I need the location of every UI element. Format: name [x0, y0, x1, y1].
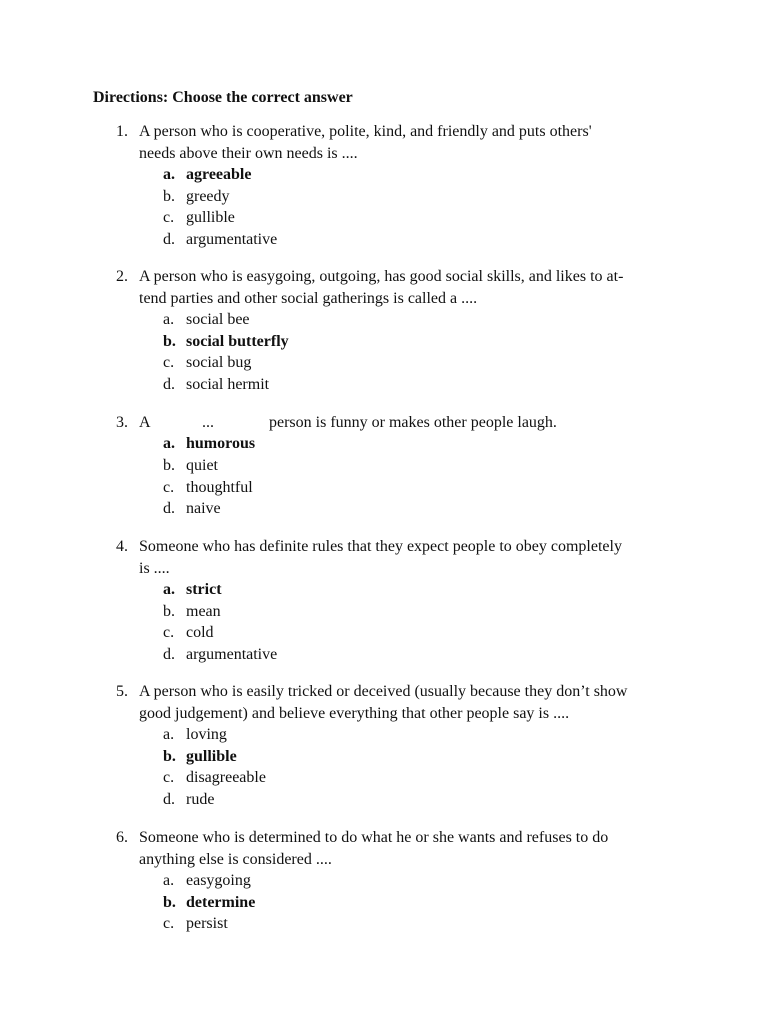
option-letter: a.: [163, 581, 175, 598]
option-letter: a.: [163, 311, 175, 328]
option-3a[interactable]: [0, 433, 768, 455]
option-letter: c.: [163, 354, 175, 371]
option-text: thoughtful: [186, 479, 253, 496]
option-1b[interactable]: [0, 186, 768, 208]
option-4c[interactable]: [0, 622, 768, 644]
option-4d[interactable]: [0, 644, 768, 666]
question-number: 1.: [116, 123, 128, 140]
option-2d[interactable]: [0, 374, 768, 396]
question-number: 6.: [116, 829, 128, 846]
option-text: loving: [186, 726, 227, 743]
option-text: social butterfly: [186, 333, 289, 350]
option-text: disagreeable: [186, 769, 266, 786]
question-text-line: good judgement) and believe everything that other people say is ....: [139, 705, 570, 722]
option-6c[interactable]: [0, 913, 768, 935]
question-number: 4.: [116, 538, 128, 555]
option-1c[interactable]: [0, 207, 768, 229]
option-text: gullible: [186, 209, 235, 226]
question-text-line: needs above their own needs is ....: [139, 145, 358, 162]
option-2b[interactable]: [0, 331, 768, 353]
answer-blank: ...: [202, 414, 214, 431]
option-text: quiet: [186, 457, 218, 474]
option-letter: b.: [163, 333, 176, 350]
option-letter: c.: [163, 479, 175, 496]
option-2a[interactable]: [0, 309, 768, 331]
option-5a[interactable]: [0, 724, 768, 746]
option-5d[interactable]: [0, 789, 768, 811]
option-letter: a.: [163, 726, 175, 743]
option-6b[interactable]: [0, 892, 768, 914]
option-letter: d.: [163, 791, 175, 808]
option-5c[interactable]: [0, 767, 768, 789]
option-text: determine: [186, 894, 256, 911]
option-2c[interactable]: [0, 352, 768, 374]
option-text: argumentative: [186, 231, 278, 248]
option-letter: d.: [163, 646, 175, 663]
option-3c[interactable]: [0, 477, 768, 499]
option-letter: a.: [163, 166, 175, 183]
option-text: gullible: [186, 748, 237, 765]
option-text: persist: [186, 915, 228, 932]
option-letter: d.: [163, 376, 175, 393]
question-number: 2.: [116, 268, 128, 285]
option-letter: d.: [163, 500, 175, 517]
option-letter: b.: [163, 748, 176, 765]
option-text: greedy: [186, 188, 230, 205]
option-1a[interactable]: [0, 164, 768, 186]
question-text-line: [0, 412, 768, 434]
option-letter: b.: [163, 188, 175, 205]
question-text-line: A person who is easily tricked or deceived (usually because they don’t show: [139, 683, 628, 700]
option-5b[interactable]: [0, 746, 768, 768]
option-text: social hermit: [186, 376, 270, 393]
question-text-line: is ....: [139, 560, 170, 577]
option-letter: b.: [163, 603, 175, 620]
question-text-line: Someone who has definite rules that they expect people to obey completely: [139, 538, 622, 555]
option-4b[interactable]: [0, 601, 768, 623]
option-text: easygoing: [186, 872, 251, 889]
option-text: argumentative: [186, 646, 278, 663]
option-text: strict: [186, 581, 222, 598]
option-text: social bug: [186, 354, 252, 371]
option-4a[interactable]: [0, 579, 768, 601]
option-letter: c.: [163, 209, 175, 226]
question-text-line: anything else is considered ....: [139, 851, 332, 868]
directions-heading: Directions: Choose the correct answer: [93, 89, 353, 106]
option-letter: a.: [163, 435, 175, 452]
option-text: humorous: [186, 435, 256, 452]
stem-start: A: [139, 414, 151, 431]
stem-end: person is funny or makes other people laugh.: [269, 414, 557, 431]
option-text: naive: [186, 500, 221, 517]
option-letter: c.: [163, 915, 175, 932]
option-text: cold: [186, 624, 214, 641]
question-number: 5.: [116, 683, 128, 700]
option-6a[interactable]: [0, 870, 768, 892]
question-number: 3.: [116, 414, 128, 431]
option-3d[interactable]: [0, 498, 768, 520]
question-text-line: A person who is cooperative, polite, kind, and friendly and puts others': [139, 123, 592, 140]
question-text-line: tend parties and other social gatherings is called a ....: [139, 290, 478, 307]
option-text: mean: [186, 603, 221, 620]
option-letter: b.: [163, 894, 176, 911]
option-letter: b.: [163, 457, 175, 474]
option-text: rude: [186, 791, 215, 808]
option-text: social bee: [186, 311, 250, 328]
question-text-line: A person who is easygoing, outgoing, has good social skills, and likes to at-: [139, 268, 624, 285]
question-text-line: Someone who is determined to do what he or she wants and refuses to do: [139, 829, 609, 846]
option-3b[interactable]: [0, 455, 768, 477]
option-letter: a.: [163, 872, 175, 889]
option-letter: c.: [163, 769, 175, 786]
option-1d[interactable]: [0, 229, 768, 251]
option-letter: d.: [163, 231, 175, 248]
option-text: agreeable: [186, 166, 252, 183]
option-letter: c.: [163, 624, 175, 641]
